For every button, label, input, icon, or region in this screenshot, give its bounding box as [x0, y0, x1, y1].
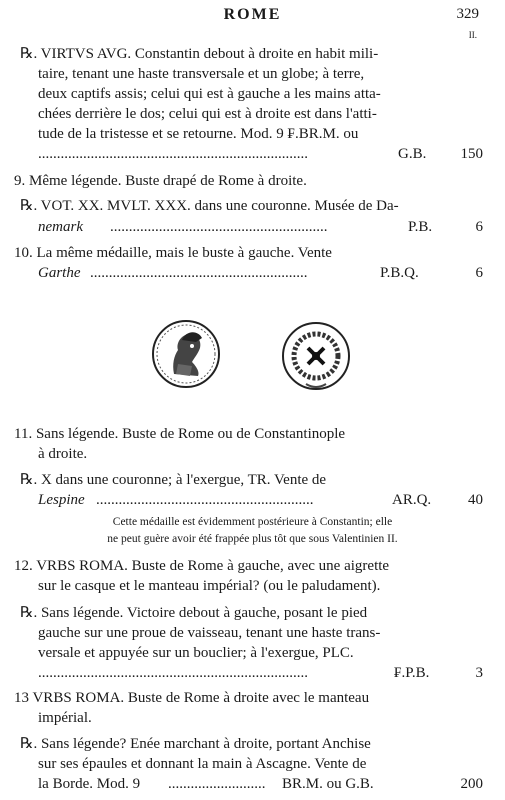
entry-line: 12. VRBS ROMA. Buste de Rome à gauche, avec une aigrette	[14, 558, 390, 574]
entry-line: ℞. Sans légende. Victoire debout à gauche, posant le pied	[20, 605, 368, 621]
entry-line: tude de la tristesse et se retourne. Mod. 9 ₣.BR.M. ou	[38, 126, 359, 142]
coin-reverse-illustration	[278, 318, 354, 394]
entry-line: ℞. X dans une couronne; à l'exergue, TR. Vente de	[20, 472, 327, 488]
entry-price: 6	[475, 265, 483, 281]
dot-leader: ..........................................................	[110, 219, 328, 235]
dot-leader: ..........................	[168, 776, 266, 792]
entry-line: nemark	[38, 219, 83, 235]
entry-value: BR.M. ou G.B.	[282, 776, 374, 792]
entry-value: P.B.Q.	[380, 265, 419, 281]
signature-mark: II.	[468, 30, 477, 40]
entry-price: 150	[460, 146, 483, 162]
entry-line: versale et appuyée sur un bouclier; à l'exergue, PLC.	[38, 645, 354, 661]
page-number: 329	[456, 6, 479, 22]
running-title: ROME	[223, 6, 282, 23]
entry-line: ℞. Sans légende? Enée marchant à droite, portant Anchise	[20, 736, 371, 752]
footnote-line: Cette médaille est évidemment postérieure à Constantin; elle	[112, 516, 393, 528]
entry-line: Garthe	[38, 265, 81, 281]
entry-price: 3	[475, 665, 483, 681]
entry-value: AR.Q.	[392, 492, 432, 508]
entry-value: ₣.P.B.	[394, 665, 430, 681]
entry-value: P.B.	[408, 219, 433, 235]
entry-line: gauche sur une proue de vaisseau, tenant une haste trans-	[38, 625, 381, 641]
entry-price: 200	[460, 776, 483, 792]
entry-line: 13 VRBS ROMA. Buste de Rome à droite avec le manteau	[14, 690, 370, 706]
dot-leader: ........................................................................	[38, 665, 308, 681]
entry-line: sur ses épaules et donnant la main à Ascagne. Vente de	[38, 756, 367, 772]
coin-obverse-illustration	[148, 316, 224, 392]
entry-line: impérial.	[38, 710, 92, 726]
entry-line: 9. Même légende. Buste drapé de Rome à droite.	[14, 173, 307, 189]
entry-line: ℞. VIRTVS AVG. Constantin debout à droite en habit mili-	[20, 46, 379, 62]
entry-line: Lespine	[38, 492, 85, 508]
entry-value: G.B.	[398, 146, 427, 162]
entry-line: à droite.	[38, 446, 88, 462]
entry-price: 40	[468, 492, 483, 508]
entry-line: ℞. VOT. XX. MVLT. XXX. dans une couronne. Musée de Da-	[20, 198, 399, 214]
entry-price: 6	[475, 219, 483, 235]
dot-leader: ..........................................................	[90, 265, 308, 281]
footnote-line: ne peut guère avoir été frappée plus tôt que sous Valentinien II.	[107, 533, 398, 545]
entry-line: sur le casque et le manteau impérial? (ou le paludament).	[38, 578, 381, 594]
dot-leader: ........................................................................	[38, 146, 308, 162]
entry-line: chées derrière le dos; celui qui est à droite est dans l'atti-	[38, 106, 377, 122]
dot-leader: ..........................................................	[96, 492, 314, 508]
entry-line: la Borde. Mod. 9	[38, 776, 141, 792]
entry-line: taire, tenant une haste transversale et un globe; à terre,	[38, 66, 365, 82]
entry-line: 10. La même médaille, mais le buste à gauche. Vente	[14, 245, 332, 261]
entry-line: 11. Sans légende. Buste de Rome ou de Constantinople	[14, 426, 346, 442]
entry-line: deux captifs assis; celui qui est à gauche a les mains atta-	[38, 86, 381, 102]
